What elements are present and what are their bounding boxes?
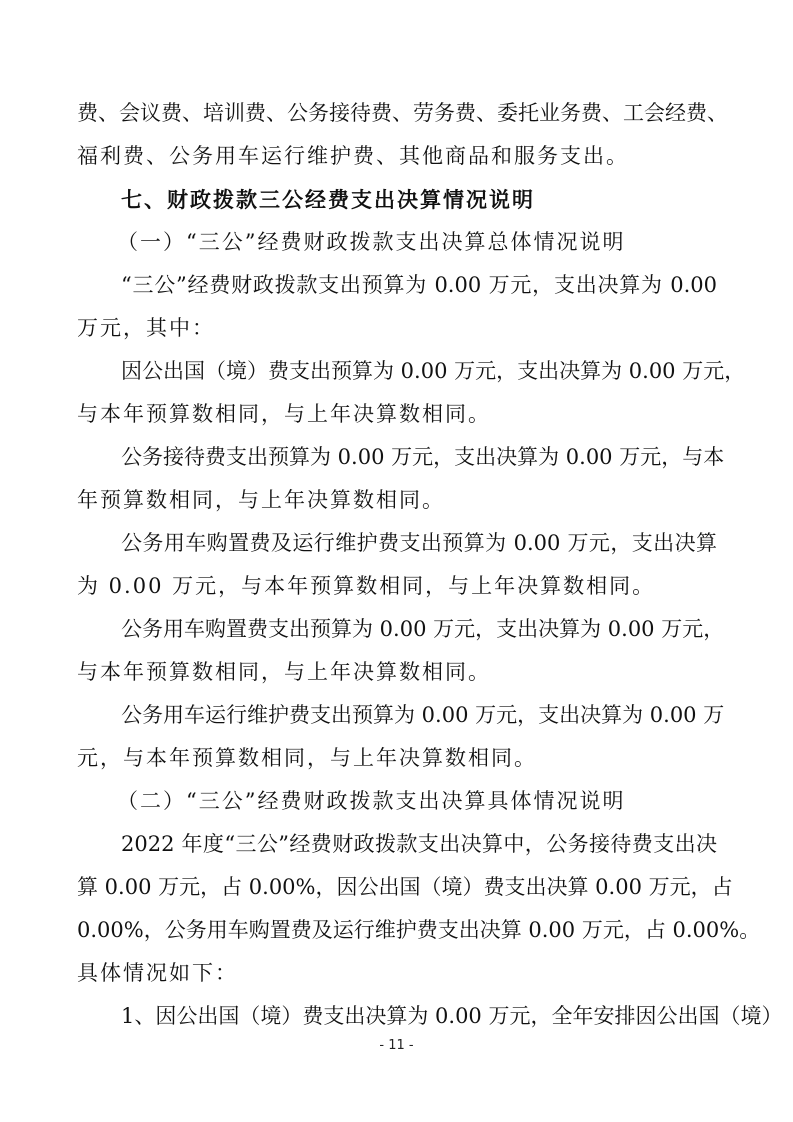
- paragraph-line: 公务接待费支出预算为 0.00 万元，支出决算为 0.00 万元，与本: [121, 445, 725, 469]
- paragraph-line: 算 0.00 万元，占 0.00%，因公出国（境）费支出决算 0.00 万元，占: [77, 875, 733, 899]
- paragraph-line: 具体情况如下：: [77, 961, 238, 985]
- subsection-heading: （一）“三公”经费财政拨款支出决算总体情况说明: [117, 230, 626, 254]
- paragraph-line: 公务用车购置费及运行维护费支出预算为 0.00 万元，支出决算: [121, 531, 717, 555]
- paragraph-line: “三公”经费财政拨款支出预算为 0.00 万元，支出决算为 0.00: [121, 273, 717, 297]
- paragraph-line: 福利费、公务用车运行维护费、其他商品和服务支出。: [77, 144, 629, 168]
- paragraph-line: 2022 年度“三公”经费财政拨款支出决算中，公务接待费支出决: [121, 832, 717, 856]
- page-number: - 11 -: [379, 1038, 414, 1053]
- document-body: [77, 92, 783, 1038]
- paragraph-line: 与本年预算数相同，与上年决算数相同。: [77, 402, 491, 426]
- paragraph-line: 与本年预算数相同，与上年决算数相同。: [77, 660, 491, 684]
- paragraph-line: 为 0.00 万元，与本年预算数相同，与上年决算数相同。: [77, 574, 656, 598]
- section-heading: 七、财政拨款三公经费支出决算情况说明: [121, 187, 535, 212]
- paragraph-line: 公务用车购置费支出预算为 0.00 万元，支出决算为 0.00 万元，: [121, 617, 725, 641]
- paragraph-line: 0.00%，公务用车购置费及运行维护费支出决算 0.00 万元，占 0.00%。: [77, 918, 761, 942]
- paragraph-line: 公务用车运行维护费支出预算为 0.00 万元，支出决算为 0.00 万: [121, 703, 725, 727]
- paragraph-line: 元，与本年预算数相同，与上年决算数相同。: [77, 746, 537, 770]
- paragraph-line: 1、因公出国（境）费支出决算为 0.00 万元，全年安排因公出国（境）: [121, 1004, 783, 1028]
- paragraph-line: 因公出国（境）费支出预算为 0.00 万元，支出决算为 0.00 万元，: [121, 359, 746, 383]
- paragraph-line: 万元，其中：: [77, 316, 215, 340]
- paragraph-line: 年预算数相同，与上年决算数相同。: [77, 488, 445, 512]
- subsection-heading: （二）“三公”经费财政拨款支出决算具体情况说明: [117, 789, 626, 813]
- paragraph-line: 费、会议费、培训费、公务接待费、劳务费、委托业务费、工会经费、: [77, 101, 728, 125]
